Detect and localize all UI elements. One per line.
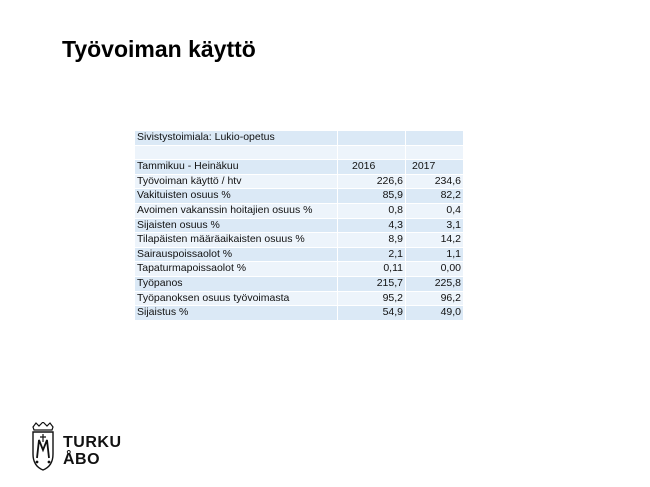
table-row [135, 262, 463, 277]
period-label: Tammikuu - Heinäkuu [135, 160, 338, 175]
row-label: Vakituisten osuus % [135, 189, 338, 204]
value-2016: 4,3 [338, 218, 406, 233]
value-2016: 226,6 [338, 174, 406, 189]
value-2017: 82,2 [406, 189, 464, 204]
table-heading: Sivistystoimiala: Lukio-opetus [135, 131, 338, 145]
value-2016: 0,11 [338, 262, 406, 277]
value-2017: 0,4 [406, 203, 464, 218]
row-label: Sairauspoissaolot % [135, 247, 338, 262]
table-row [135, 189, 463, 204]
logo-line-turku: TURKU [63, 434, 122, 451]
row-label: Sijaisten osuus % [135, 218, 338, 233]
page-title: Työvoiman käyttö [62, 36, 256, 62]
logo-line-abo: ÅBO [63, 451, 101, 468]
year-2017-header: 2017 [406, 160, 464, 175]
workforce-table [135, 131, 463, 321]
value-2016: 95,2 [338, 291, 406, 306]
value-2016: 54,9 [338, 306, 406, 321]
row-label: Työvoiman käyttö / htv [135, 174, 338, 189]
value-2017: 0,00 [406, 262, 464, 277]
value-2016: 215,7 [338, 276, 406, 291]
row-label: Työpanos [135, 276, 338, 291]
value-2017: 1,1 [406, 247, 464, 262]
value-2016: 85,9 [338, 189, 406, 204]
table-row [135, 174, 463, 189]
row-label: Avoimen vakanssin hoitajien osuus % [135, 203, 338, 218]
table-header-row [135, 160, 463, 175]
value-2017: 49,0 [406, 306, 464, 321]
table-row [135, 291, 463, 306]
year-2016-header: 2016 [338, 160, 406, 175]
table-heading-row [135, 131, 463, 145]
table-row [135, 218, 463, 233]
table-row [135, 276, 463, 291]
table-row [135, 247, 463, 262]
table-row [135, 306, 463, 321]
row-label: Työpanoksen osuus työvoimasta [135, 291, 338, 306]
value-2016: 8,9 [338, 233, 406, 248]
table-row [135, 203, 463, 218]
logo-text [63, 434, 122, 468]
value-2017: 234,6 [406, 174, 464, 189]
row-label: Tapaturmapoissaolot % [135, 262, 338, 277]
value-2017: 96,2 [406, 291, 464, 306]
row-label: Sijaistus % [135, 306, 338, 321]
value-2017: 14,2 [406, 233, 464, 248]
value-2016: 0,8 [338, 203, 406, 218]
value-2017: 3,1 [406, 218, 464, 233]
value-2016: 2,1 [338, 247, 406, 262]
row-label: Tilapäisten määräaikaisten osuus % [135, 233, 338, 248]
table-spacer-row [135, 145, 463, 160]
value-2017: 225,8 [406, 276, 464, 291]
table-row [135, 233, 463, 248]
